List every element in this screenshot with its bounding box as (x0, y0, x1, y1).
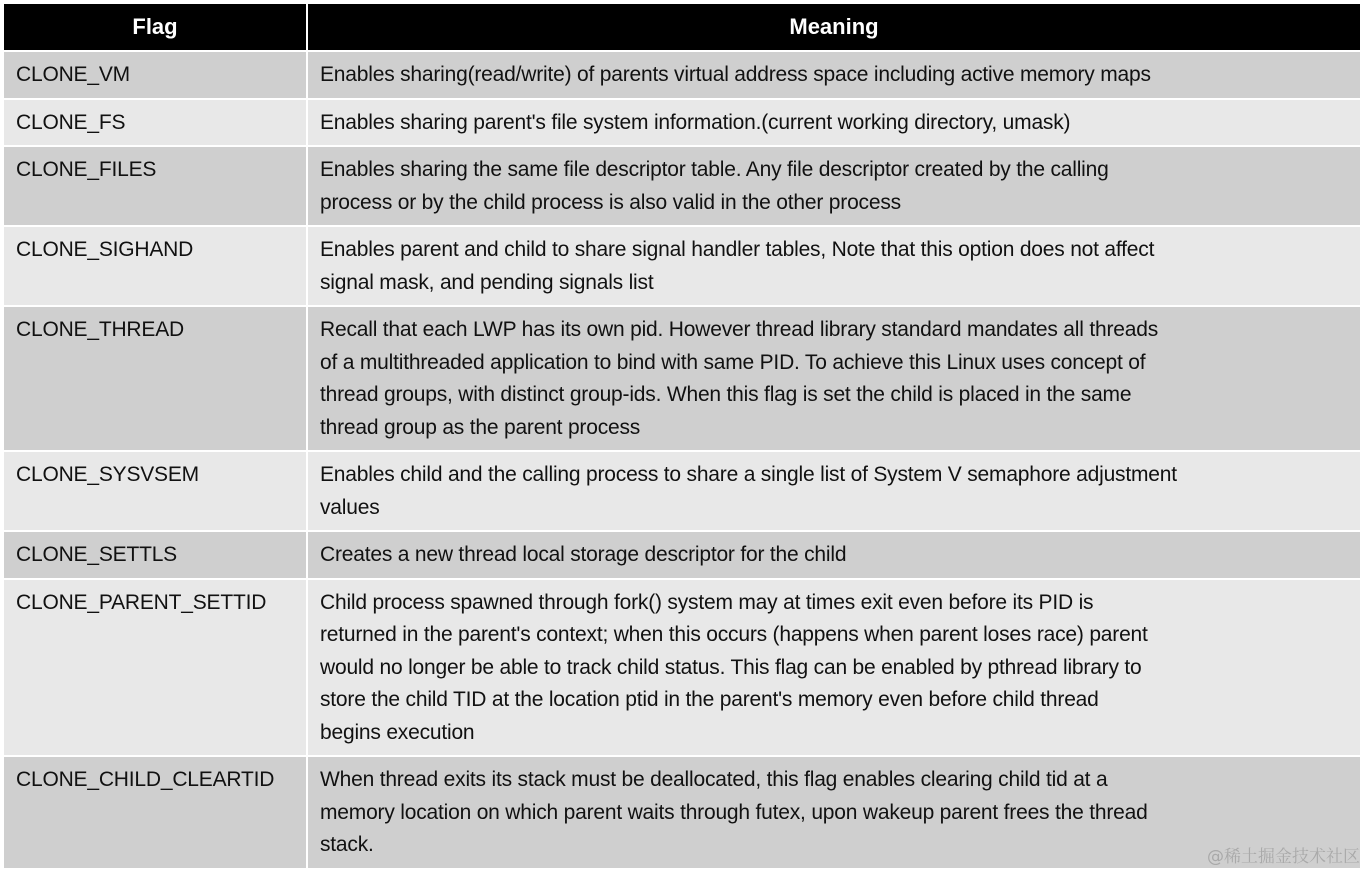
header-flag: Flag (3, 3, 307, 51)
meaning-cell (307, 99, 1361, 147)
meaning-line: Recall that each LWP has its own pid. However thread library standard mandates all threads (320, 318, 1158, 341)
table-row (3, 226, 1361, 306)
meaning-line: process or by the child process is also valid in the other process (320, 190, 901, 214)
meaning-line: Enables sharing(read/write) of parents virtual address space including active memory maps (320, 63, 1151, 86)
meaning-line: Creates a new thread local storage descriptor for the child (320, 543, 847, 566)
meaning-line: store the child TID at the location ptid in the parent's memory even before child thread (320, 688, 1099, 711)
meaning-line: signal mask, and pending signals list (320, 270, 654, 294)
flag-cell: CLONE_SYSVSEM (3, 451, 307, 531)
flag-cell: CLONE_FILES (3, 146, 307, 226)
table-row (3, 306, 1361, 451)
meaning-line: Child process spawned through fork() system may at times exit even before its PID is (320, 590, 1094, 614)
meaning-cell (307, 756, 1361, 869)
meaning-line: Enables sharing the same file descriptor table. Any file descriptor created by the calling (320, 158, 1109, 181)
meaning-line: begins execution (320, 720, 475, 744)
table-header-row (3, 3, 1361, 51)
meaning-line: Enables child and the calling process to share a single list of System V semaphore adjustment (320, 463, 1177, 486)
header-meaning: Meaning (307, 3, 1361, 51)
meaning-cell (307, 531, 1361, 579)
flag-cell: CLONE_SIGHAND (3, 226, 307, 306)
flag-cell: CLONE_VM (3, 51, 307, 99)
meaning-cell (307, 579, 1361, 757)
flag-cell: CLONE_SETTLS (3, 531, 307, 579)
meaning-line: stack. (320, 833, 374, 856)
table-row (3, 451, 1361, 531)
meaning-line: returned in the parent's context; when this occurs (happens when parent loses race) parent (320, 623, 1148, 646)
table-row (3, 51, 1361, 99)
meaning-line: memory location on which parent waits through futex, upon wakeup parent frees the thread (320, 800, 1148, 824)
meaning-line: thread groups, with distinct group-ids. When this flag is set the child is placed in the same (320, 383, 1132, 406)
table-row (3, 579, 1361, 757)
meaning-line: Enables sharing parent's file system information.(current working directory, umask) (320, 110, 1071, 134)
meaning-cell (307, 146, 1361, 226)
flag-cell: CLONE_THREAD (3, 306, 307, 451)
meaning-cell (307, 306, 1361, 451)
table-row (3, 99, 1361, 147)
flag-cell: CLONE_CHILD_CLEARTID (3, 756, 307, 869)
table-row (3, 756, 1361, 869)
meaning-line: of a multithreaded application to bind with same PID. To achieve this Linux uses concept of (320, 350, 1146, 374)
meaning-cell (307, 51, 1361, 99)
meaning-line: thread group as the parent process (320, 415, 641, 439)
table-row (3, 531, 1361, 579)
meaning-line: values (320, 495, 380, 519)
flag-cell: CLONE_FS (3, 99, 307, 147)
table-row (3, 146, 1361, 226)
meaning-line: When thread exits its stack must be deallocated, this flag enables clearing child tid at a (320, 768, 1108, 791)
clone-flags-table (2, 2, 1362, 870)
meaning-cell (307, 226, 1361, 306)
meaning-cell (307, 451, 1361, 531)
meaning-line: Enables parent and child to share signal handler tables, Note that this option does not affect (320, 238, 1155, 261)
watermark: @稀土掘金技术社区 (1207, 847, 1360, 867)
meaning-line: would no longer be able to track child status. This flag can be enabled by pthread library to (320, 655, 1142, 679)
flag-cell: CLONE_PARENT_SETTID (3, 579, 307, 757)
